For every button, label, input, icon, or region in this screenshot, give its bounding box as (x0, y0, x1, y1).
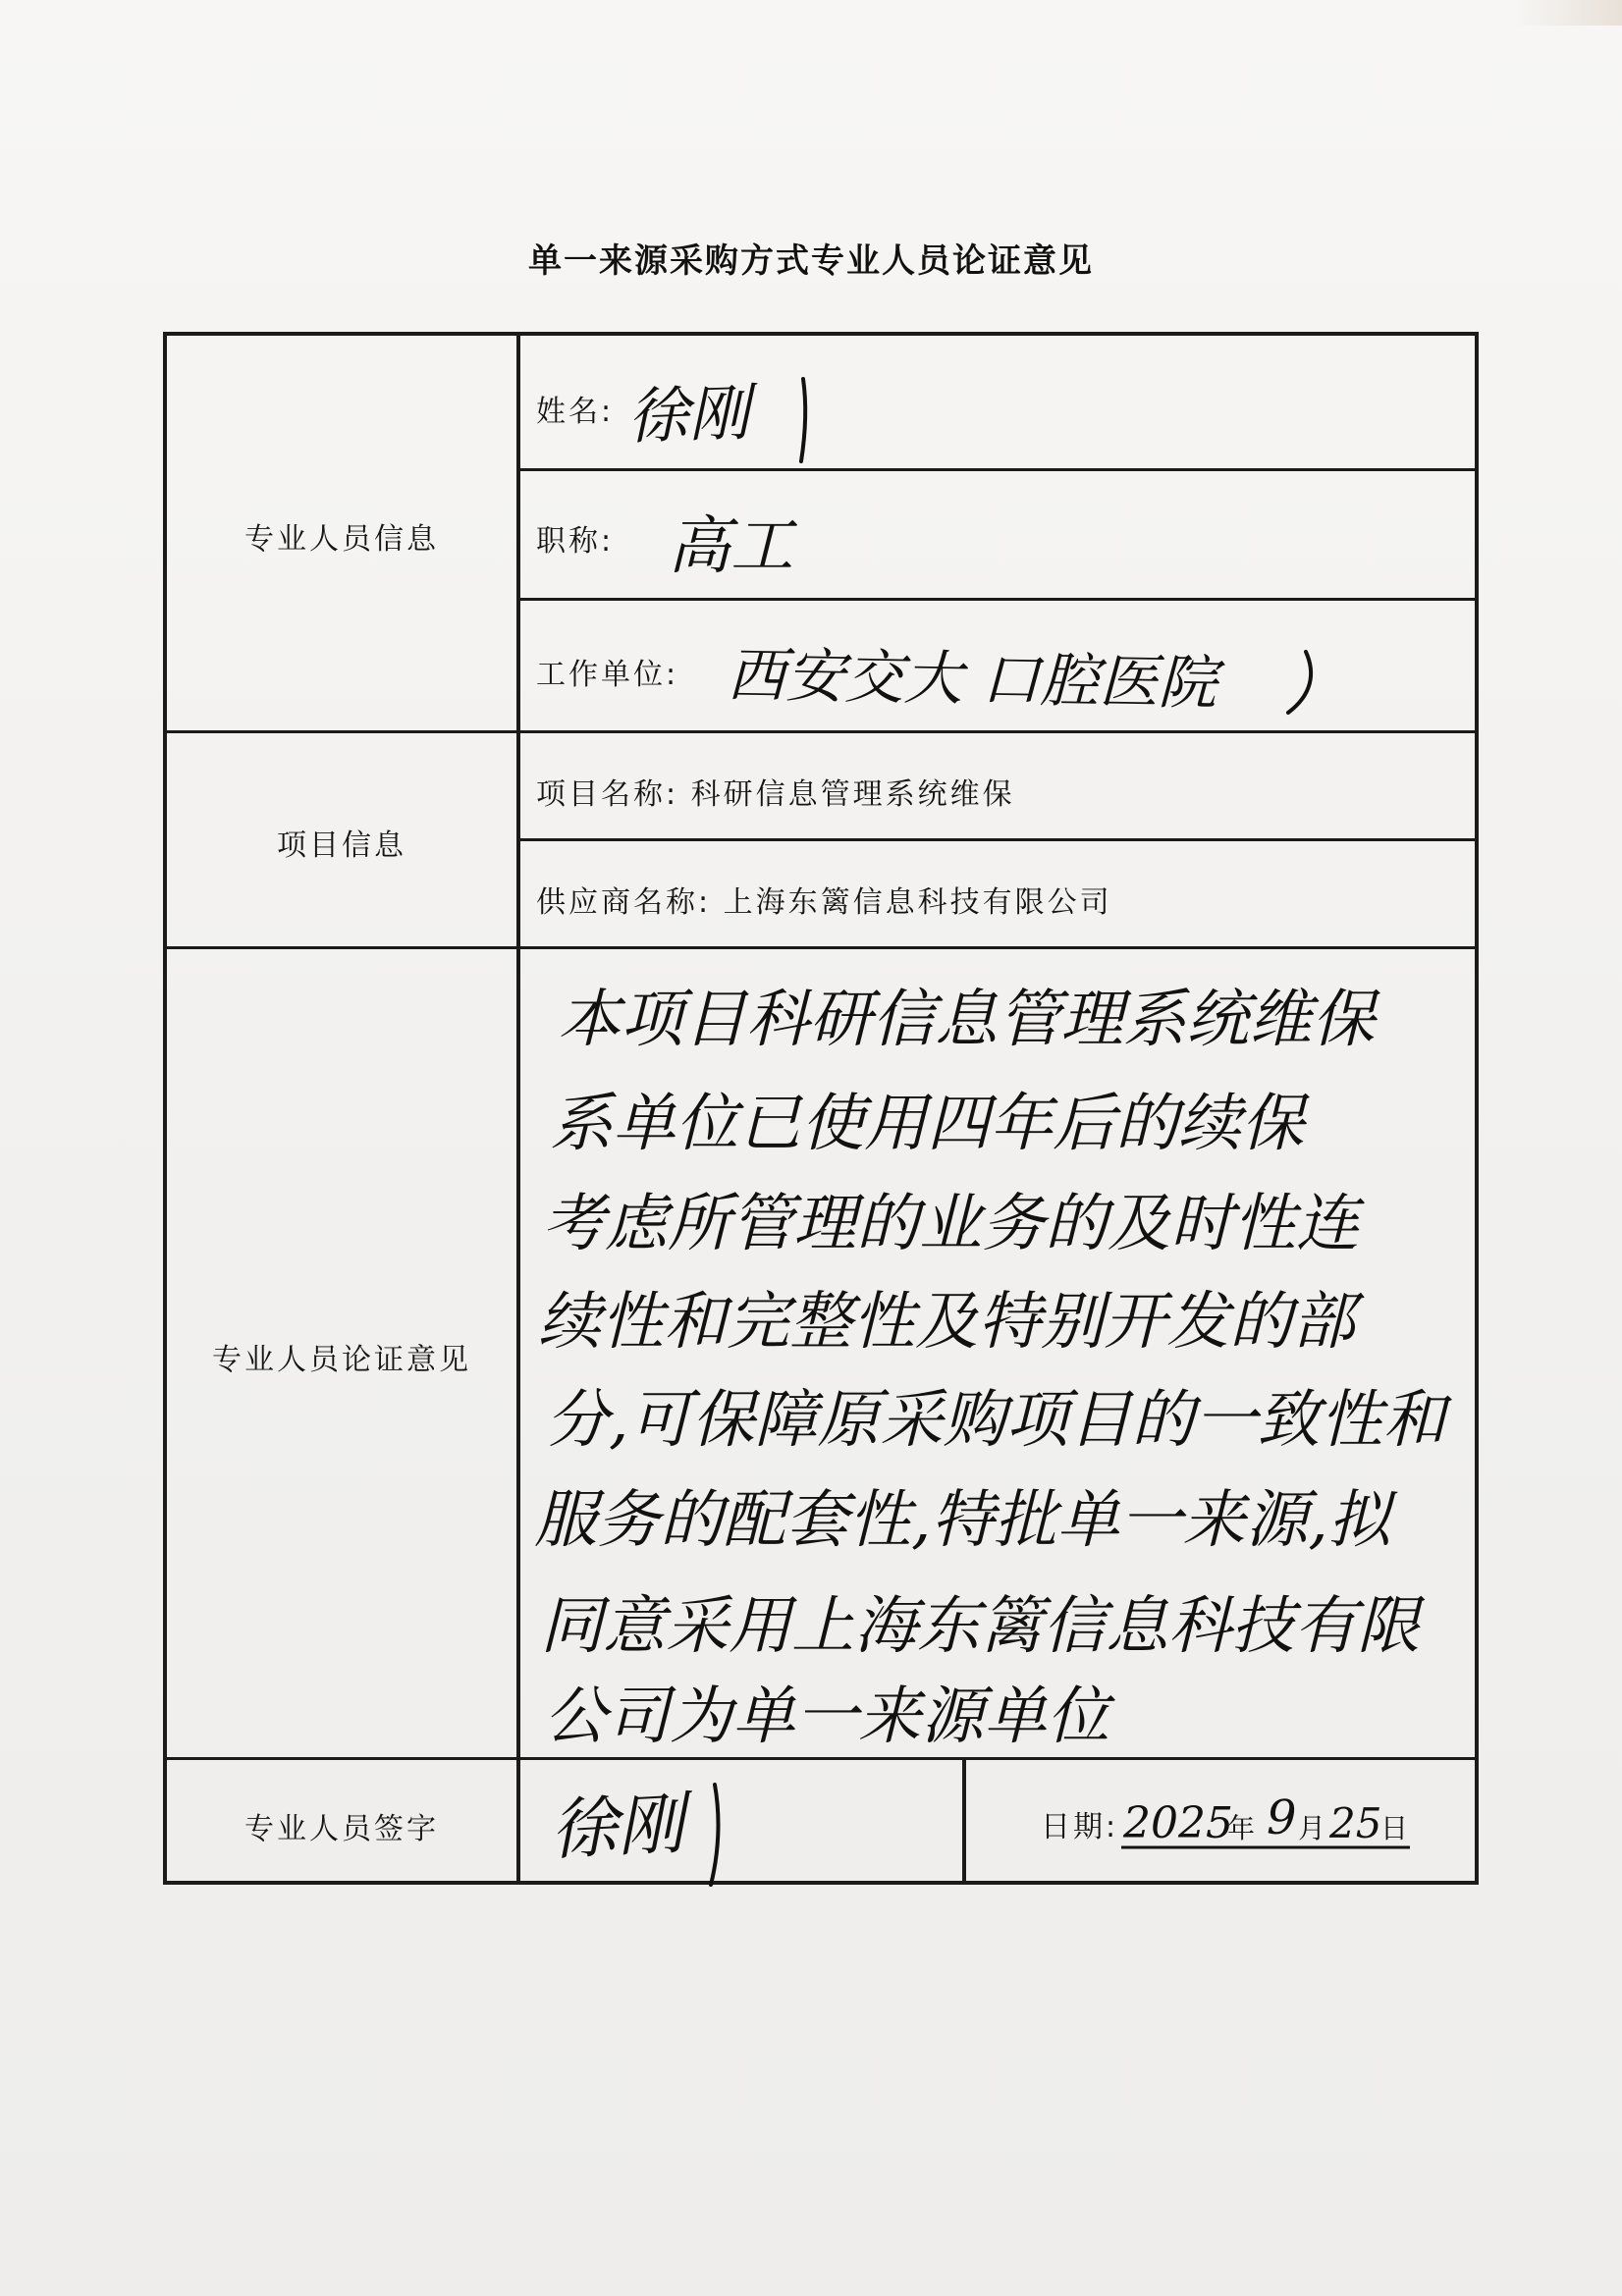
supplier-name-row (536, 878, 1112, 921)
employer-label: 工作单位: (536, 658, 679, 692)
title-value: 高工 (668, 510, 793, 583)
section-divider-1 (167, 730, 1475, 733)
employer-value: 西安交大 口腔医院 (726, 641, 1217, 719)
employer-stroke-tail (1288, 652, 1311, 713)
date-month-unit: 月 (1298, 1812, 1326, 1844)
section-label-project-info: 项目信息 (277, 828, 406, 863)
section-divider-2 (167, 946, 1475, 949)
handwritten-date (1123, 1779, 1467, 1867)
project-name-row (536, 770, 1015, 813)
handwritten-name (625, 367, 923, 465)
name-label: 姓名: (536, 395, 615, 429)
project-name-value: 科研信息管理系统维保 (690, 777, 1015, 812)
date-month: 9 (1267, 1790, 1297, 1845)
opinion-line-6: 服务的配套性,特批单一来源,拟 (534, 1484, 1391, 1557)
scan-edge-shadow (1514, 0, 1622, 26)
date-label: 日期: (1041, 1810, 1119, 1844)
handwritten-employer (727, 622, 1355, 724)
date-day-unit: 日 (1380, 1812, 1409, 1844)
signature-name: 徐刚 (548, 1785, 686, 1870)
name-value: 徐刚 (625, 376, 751, 453)
opinion-line-1: 本项目科研信息管理系统维保 (558, 984, 1375, 1056)
name-stroke-tail (801, 379, 805, 461)
date-year-unit: 年 (1227, 1812, 1256, 1844)
handwritten-title (668, 493, 864, 591)
row-divider-project (516, 838, 1475, 841)
opinion-line-8: 公司为单一来源单位 (544, 1681, 1109, 1753)
signature-stroke-tail (711, 1785, 718, 1885)
section-label-expert-info: 专业人员信息 (244, 522, 439, 557)
section-label-expert-opinion: 专业人员论证意见 (212, 1343, 471, 1377)
opinion-line-2: 系单位已使用四年后的续保 (550, 1088, 1304, 1160)
title-label: 职称: (536, 524, 615, 559)
supplier-name-label: 供应商名称: (536, 885, 712, 920)
signature-date-divider (962, 1757, 966, 1881)
document-title: 单一来源采购方式专业人员论证意见 (528, 241, 1094, 281)
handwritten-signature (548, 1771, 925, 1889)
supplier-name-value: 上海东篱信息科技有限公司 (723, 885, 1112, 920)
handwritten-opinion (532, 960, 1471, 1753)
opinion-form-table (163, 332, 1479, 1885)
section-divider-3 (167, 1757, 1475, 1760)
opinion-line-3: 考虑所管理的业务的及时性连 (542, 1188, 1359, 1260)
column-divider (516, 336, 520, 1881)
opinion-line-7: 同意采用上海东篱信息科技有限 (540, 1590, 1420, 1663)
row-divider-name (516, 468, 1475, 471)
opinion-line-4: 续性和完整性及特别开发的部 (538, 1286, 1355, 1359)
date-year: 2025 (1123, 1798, 1233, 1848)
date-value (1122, 1790, 1408, 1848)
date-day: 25 (1329, 1799, 1382, 1847)
opinion-line-5: 分,可保障原采购项目的一致性和 (546, 1384, 1446, 1457)
row-divider-title (516, 598, 1475, 601)
section-label-expert-signature: 专业人员签字 (244, 1812, 439, 1846)
project-name-label: 项目名称: (536, 777, 679, 812)
